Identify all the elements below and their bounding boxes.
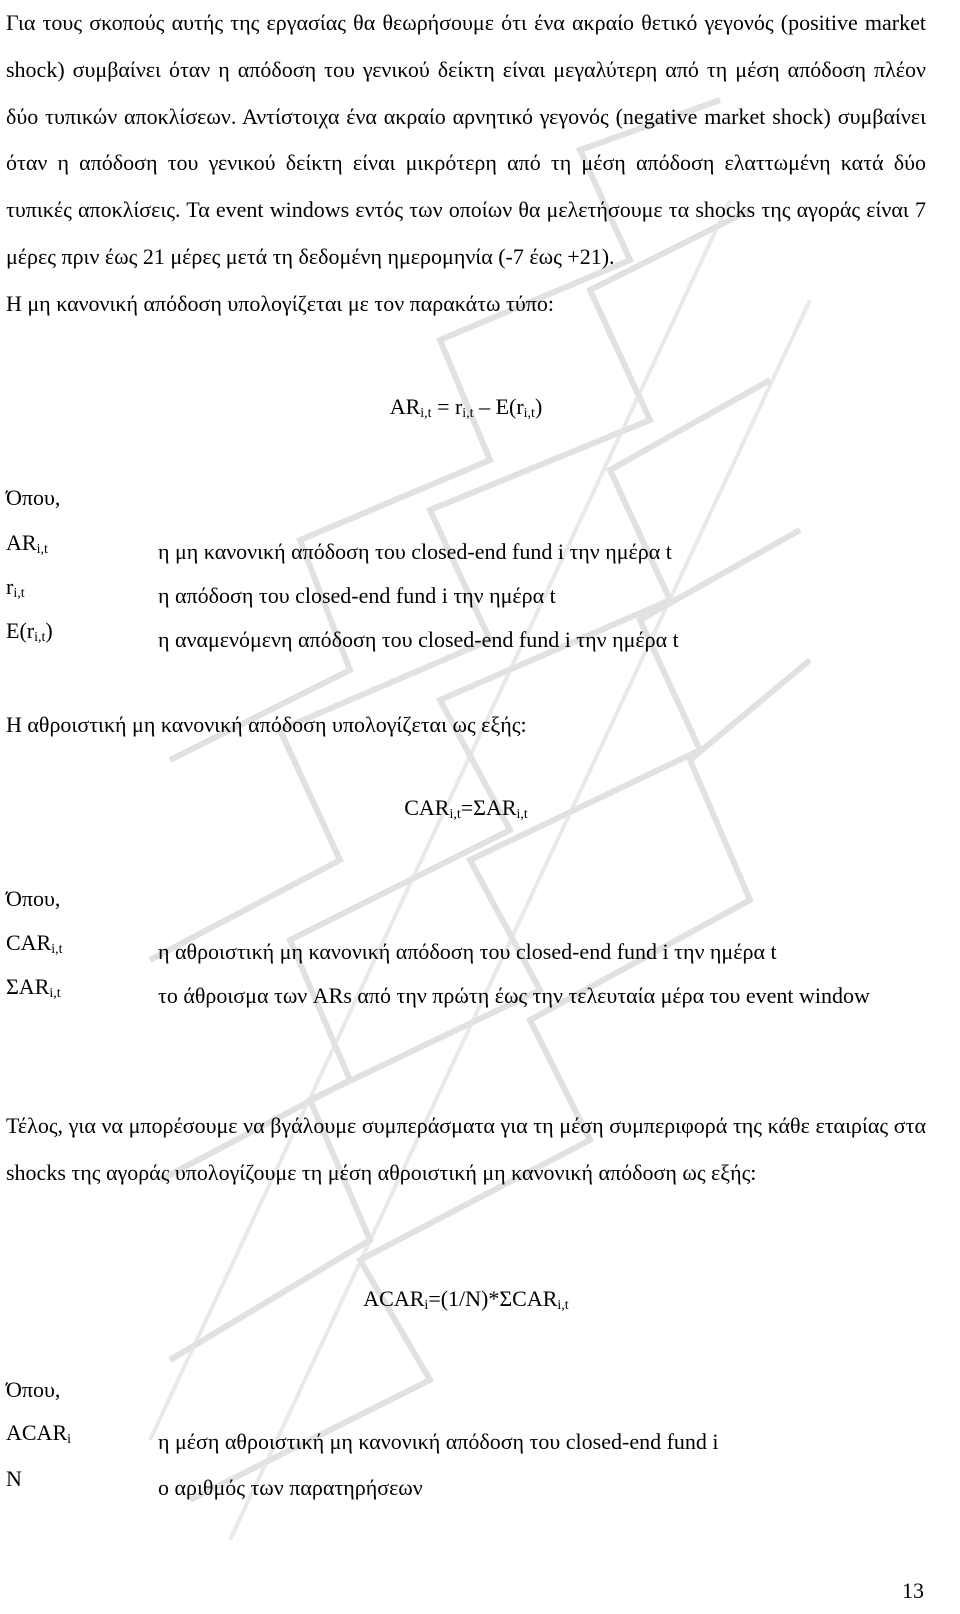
definition-row [6,530,926,574]
definition-row [6,574,926,618]
where-label-1: Όπου, [6,485,61,510]
definition-row [6,1466,926,1510]
acar-definitions [6,1420,926,1510]
intro-section [6,0,926,328]
car-formula: $CAR_{i,t}=\Sigma AR_{i,t}$ [404,795,528,822]
definition-term: $ACAR_i$ [6,1420,72,1447]
definition-term: $r_{i,t}$ [6,574,25,601]
acar-intro-paragraph: Τέλος, για να μπορέσουμε να βγάλουμε συμπεράσματα για τη μέση συμπεριφορά της κάθε εταιρίας στα shocks της αγοράς υπολογίζουμε τη μέση αθροιστική μη κανονική απόδοση ως εξής: [6,1113,926,1185]
definition-description: το άθροισμα των ARs από την πρώτη έως την τελευταία μέρα του event window [158,983,870,1008]
definition-term: N [6,1466,22,1491]
definition-row [6,618,926,662]
definition-term: $AR_{i,t}$ [6,530,48,557]
intro-paragraph: Για τους σκοπούς αυτής της εργασίας θα θεωρήσουμε ότι ένα ακραίο θετικό γεγονός (positive market shock) συμβαίνει όταν η απόδοση του γενικού δείκτη είναι μεγαλύτερη από τη μέση απόδοση πλέον δύο τυπικών αποκλίσεων. Αντίστοιχα ένα ακραίο αρνητικό γεγονός (negative market shock) συμβαίνει όταν η απόδοση του γενικού δείκτη είναι μικρότερη από τη μέση απόδοση ελαττωμένη κατά δύο τυπικές αποκλίσεις. Τα event windows εντός των οποίων θα μελετήσουμε τα shocks της αγοράς είναι 7 μέρες πριν έως 21 μέρες μετά τη δεδομένη ημερομηνία (-7 έως +21). [6,10,926,269]
definition-description: ο αριθμός των παρατηρήσεων [158,1475,423,1500]
page-number: 13 [902,1578,924,1603]
definition-term: $CAR_{i,t}$ [6,930,63,957]
definition-description: η μη κανονική απόδοση του closed-end fund i την ημέρα t [158,539,672,564]
ar-definitions [6,530,926,662]
definition-term: $E(r_{i,t})$ [6,618,53,645]
definition-description: η αναμενόμενη απόδοση του closed-end fund i την ημέρα t [158,627,679,652]
where-label-2: Όπου, [6,886,61,911]
definition-row [6,974,926,1064]
definition-description: η απόδοση του closed-end fund i την ημέρα t [158,583,556,608]
ar-formula: $AR_{i,t} = r_{i,t} - E(r_{i,t})$ [389,394,543,421]
definition-row [6,930,926,974]
ar-intro-paragraph: Η μη κανονική απόδοση υπολογίζεται με τον παρακάτω τύπο: [6,290,554,316]
definition-term: $\Sigma AR_{i,t}$ [6,974,61,1001]
definition-row [6,1420,926,1466]
car-intro-paragraph: Η αθροιστική μη κανονική απόδοση υπολογίζεται ως εξής: [6,712,527,737]
definition-description: η αθροιστική μη κανονική απόδοση του closed-end fund i την ημέρα t [158,939,777,964]
where-label-3: Όπου, [6,1377,61,1402]
definition-description: η μέση αθροιστική μη κανονική απόδοση του closed-end fund i [158,1429,719,1454]
car-definitions [6,930,926,1064]
acar-formula: $ACAR_i=(1/N)*\Sigma CAR_{i,t}$ [363,1286,569,1313]
